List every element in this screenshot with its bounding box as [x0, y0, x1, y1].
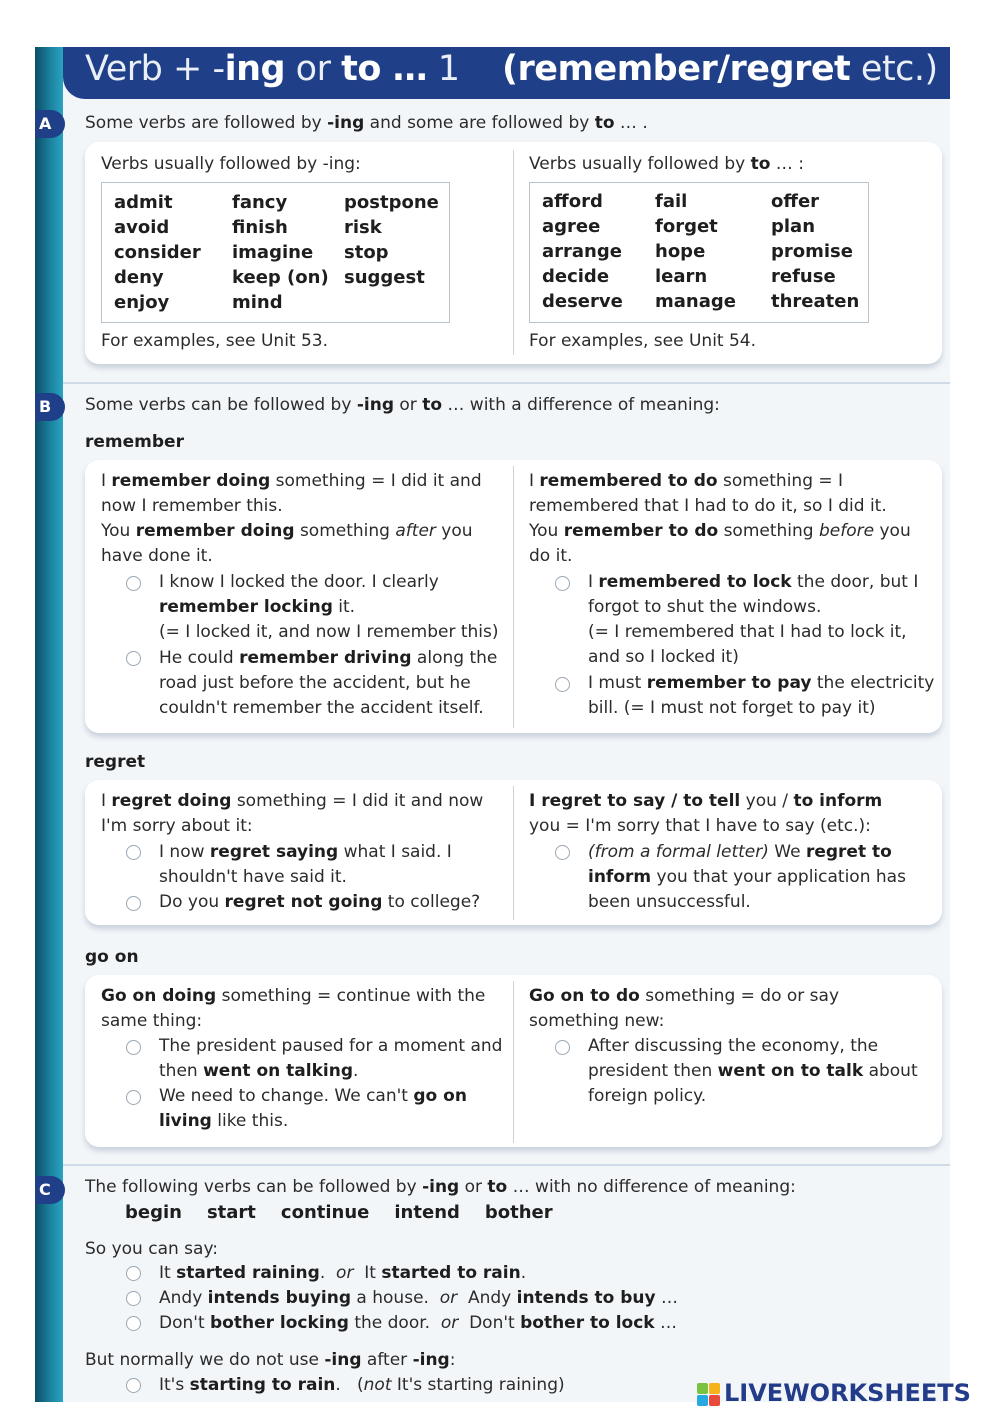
goon-to-def: Go on to do something = do or say something new:	[529, 986, 840, 1031]
section-c-example-1: It started raining. or It started to rain.	[159, 1263, 527, 1283]
section-c-example-3: Don't bother locking the door. or Don't bother to lock …	[159, 1313, 678, 1333]
page-title: Verb + -ing or to … 1 (remember/regret etc.)	[85, 49, 938, 89]
section-marker-a: A	[35, 110, 65, 138]
regret-to-def: I regret to say / to tell you / to inform you = I'm sorry that I have to say (etc.):	[529, 791, 883, 836]
to-list-heading: Verbs usually followed by to … :	[529, 154, 804, 174]
regret-ing-example-2: Do you regret not going to college?	[159, 892, 481, 912]
remember-to-example-1: I remembered to lock the door, but I forgot to shut the windows. (= I remembered that I had to lock it, and so I locked it)	[588, 572, 919, 667]
goon-to-example-1: After discussing the economy, the president then went on to talk about foreign policy.	[588, 1036, 918, 1106]
to-verbs-table	[529, 182, 869, 323]
bullet-icon	[126, 1378, 141, 1393]
remember-ing-example-2: He could remember driving along the road just before the accident, but he couldn't remember the accident itself.	[159, 648, 498, 718]
verb-lists-divider	[513, 150, 514, 355]
section-c-example-2: Andy intends buying a house. or Andy intends to buy …	[159, 1288, 679, 1308]
remember-ing-example-1: I know I locked the door. I clearly remember locking it. (= I locked it, and now I remember this)	[159, 572, 499, 642]
bullet-icon	[126, 1040, 141, 1055]
ing-verbs-col-2: fancy finish imagine keep (on) mind	[232, 192, 329, 313]
ing-verbs-table	[101, 182, 450, 323]
remember-to-example-2: I must remember to pay the electricity bill. (= I must not forget to pay it)	[588, 673, 935, 718]
remember-to-def: I remembered to do something = I remembered that I had to do it, so I did it. You remember to do something before you do it.	[529, 471, 911, 566]
bullet-icon	[126, 1266, 141, 1281]
goon-ing-example-1: The president paused for a moment and then went on talking.	[159, 1036, 503, 1081]
bullet-icon	[555, 1040, 570, 1055]
liveworksheets-watermark: LIVEWORKSHEETS	[724, 1379, 971, 1407]
to-verbs-col-1: afford agree arrange decide deserve	[542, 191, 623, 312]
bullet-icon	[126, 896, 141, 911]
regret-to-example-1: (from a formal letter) We regret to inform you that your application has been unsuccessful.	[588, 842, 906, 912]
section-b-intro: Some verbs can be followed by -ing or to … with a difference of meaning:	[85, 395, 720, 415]
regret-ing-example-1: I now regret saying what I said. I shouldn't have said it.	[159, 842, 452, 887]
bullet-icon	[126, 1090, 141, 1105]
section-marker-b: B	[35, 393, 65, 421]
regret-divider	[513, 786, 514, 920]
section-c-intro: The following verbs can be followed by -ing or to … with no difference of meaning:	[85, 1177, 796, 1197]
ing-verbs-col-3: postpone risk stop suggest	[344, 192, 439, 288]
ing-verbs-col-1: admit avoid consider deny enjoy	[114, 192, 201, 313]
remember-subheading: remember	[85, 432, 184, 452]
section-c-but: But normally we do not use -ing after -ing:	[85, 1350, 456, 1370]
bullet-icon	[555, 677, 570, 692]
ing-list-footnote: For examples, see Unit 53.	[101, 331, 329, 351]
goon-subheading: go on	[85, 947, 139, 967]
section-divider-bc	[63, 1164, 950, 1166]
regret-ing-def: I regret doing something = I did it and now I'm sorry about it:	[101, 791, 484, 836]
to-list-footnote: For examples, see Unit 54.	[529, 331, 757, 351]
section-divider-ab	[63, 382, 950, 384]
bullet-icon	[555, 576, 570, 591]
section-marker-c: C	[35, 1176, 65, 1204]
to-verbs-col-2: fail forget hope learn manage	[655, 191, 736, 312]
to-verbs-col-3: offer plan promise refuse threaten	[771, 191, 860, 312]
section-c-example-4: It's starting to rain. (not It's starting raining)	[159, 1375, 565, 1395]
goon-divider	[513, 981, 514, 1143]
goon-ing-def: Go on doing something = continue with the same thing:	[101, 986, 486, 1031]
bullet-icon	[126, 845, 141, 860]
goon-ing-example-2: We need to change. We can't go on living like this.	[159, 1086, 467, 1131]
liveworksheets-logo-icon	[697, 1383, 721, 1407]
ing-list-heading: Verbs usually followed by -ing:	[101, 154, 361, 174]
section-c-verb-list: begin start continue intend bother	[125, 1202, 553, 1223]
bullet-icon	[126, 651, 141, 666]
bullet-icon	[555, 845, 570, 860]
remember-divider	[513, 466, 514, 728]
bullet-icon	[126, 576, 141, 591]
bullet-icon	[126, 1291, 141, 1306]
bullet-icon	[126, 1316, 141, 1331]
remember-ing-def: I remember doing something = I did it and now I remember this. You remember doing something after you have done it.	[101, 471, 482, 566]
regret-subheading: regret	[85, 752, 146, 772]
section-c-so: So you can say:	[85, 1239, 219, 1259]
section-a-intro: Some verbs are followed by -ing and some are followed by to … .	[85, 113, 648, 133]
